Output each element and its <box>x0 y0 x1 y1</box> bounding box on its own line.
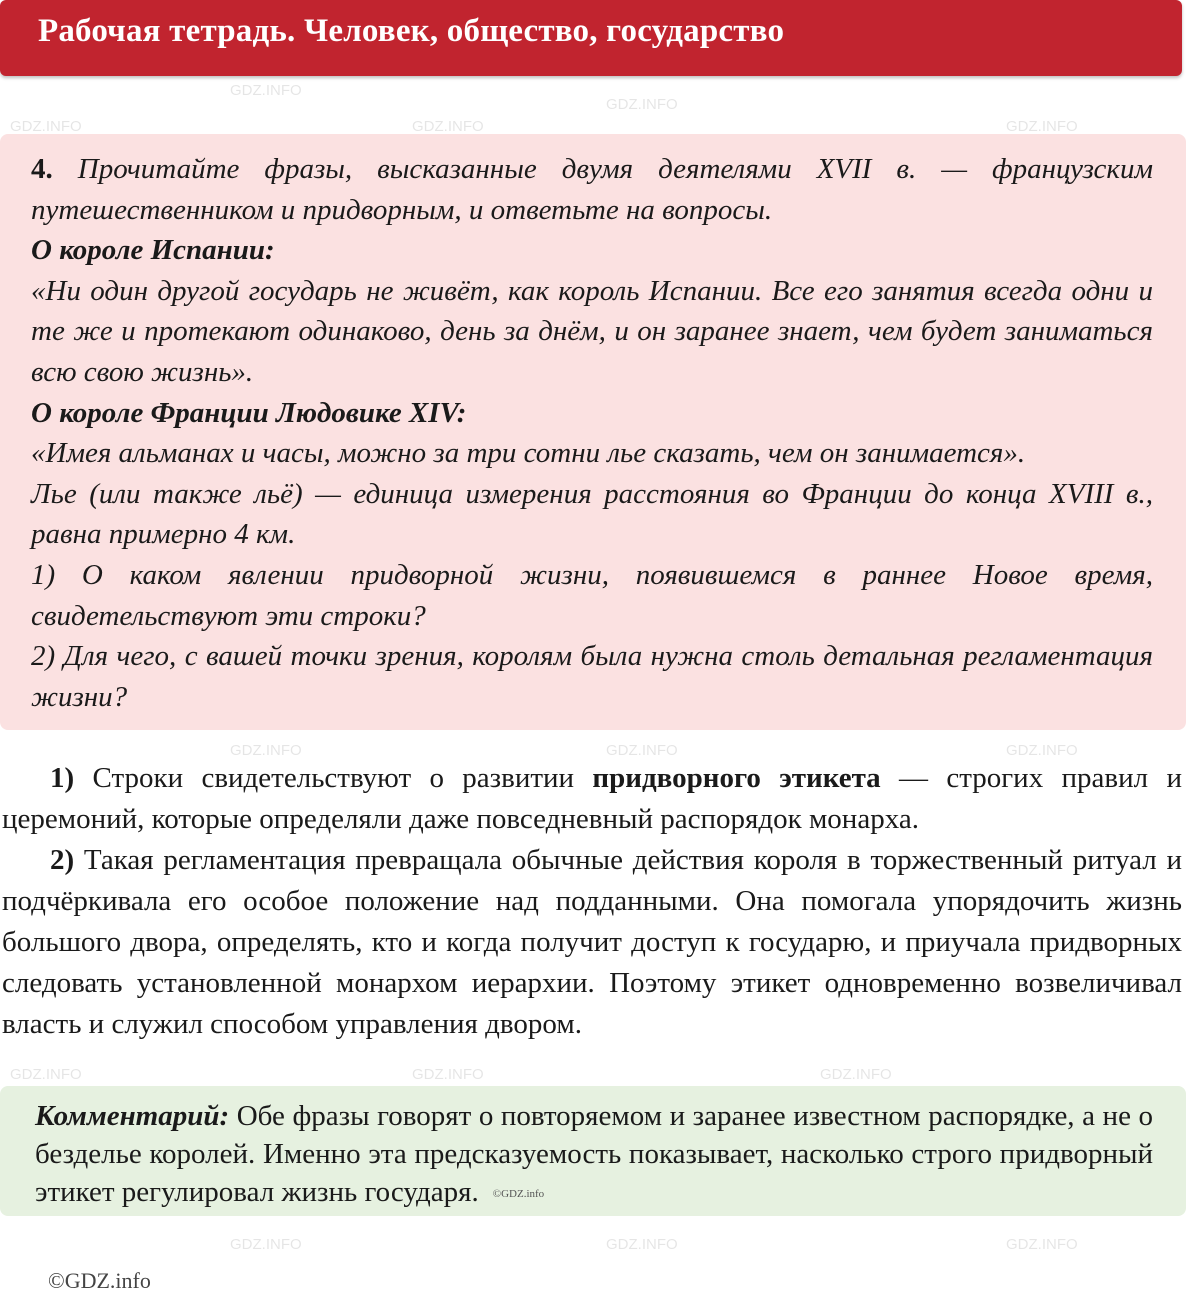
task-number: 4. <box>31 153 53 185</box>
footer-copyright: ©GDZ.info <box>48 1268 151 1293</box>
watermark-text: GDZ.INFO <box>412 1066 484 1083</box>
comment-copyright: ©GDZ.info <box>492 1188 545 1201</box>
france-heading: О короле Франции Людовике XIV: <box>31 396 467 429</box>
watermark-text: GDZ.INFO <box>1006 118 1078 135</box>
comment-body: Обе фразы говорят о повторяемом и заранее известном распорядке, а не о безделье королей. Именно эта предсказуемость показывает, насколько строго придворный этикет регулировал жизнь государя. <box>35 1100 1153 1208</box>
page-title: Рабочая тетрадь. Человек, общество, государство <box>38 13 785 49</box>
question-2: 2) Для чего, с вашей точки зрения, королям была нужна столь детальная регламентация жизни? <box>31 640 1153 713</box>
answer-1-before: Строки свидетельствуют о развитии <box>74 762 593 794</box>
watermark-text: GDZ.INFO <box>10 118 82 135</box>
question-1: 1) О каком явлении придворной жизни, появившемся в раннее Новое время, свидетельствуют эти строки? <box>31 558 1153 632</box>
comment-label: Комментарий: <box>35 1100 230 1132</box>
watermark-text: GDZ.INFO <box>606 1236 678 1253</box>
task-intro <box>31 149 1153 230</box>
task-intro-text: Прочитайте фразы, высказанные двумя деятелями XVII в. — французским путешественником и придворным, и ответьте на вопросы. <box>31 153 1153 226</box>
answer-1-after: — строгих правил и церемоний, которые определяли даже повседневный распорядок монарха. <box>2 762 1182 835</box>
spain-heading: О короле Испании: <box>31 234 275 267</box>
watermark-text: GDZ.INFO <box>10 1066 82 1083</box>
watermark-text: GDZ.INFO <box>1006 1236 1078 1253</box>
watermark-text: GDZ.INFO <box>230 82 302 99</box>
comment-text <box>35 1097 1153 1213</box>
answer-1-term: придворного этикета <box>592 762 881 794</box>
watermark-text: GDZ.INFO <box>606 96 678 113</box>
answer-2 <box>2 840 1182 1045</box>
watermark-text: GDZ.INFO <box>412 118 484 135</box>
watermark-text: GDZ.INFO <box>230 742 302 759</box>
watermark-text: GDZ.INFO <box>230 1236 302 1253</box>
watermark-text: GDZ.INFO <box>1006 742 1078 759</box>
answer-text <box>2 758 1182 1045</box>
watermark-text: GDZ.INFO <box>820 1066 892 1083</box>
answer-1-number: 1) <box>50 762 75 794</box>
answer-2-number: 2) <box>50 844 75 876</box>
task-text <box>31 149 1153 717</box>
lie-note: Лье (или также льё) — единица измерения расстояния во Франции до конца XVIII в., равна примерно 4 км. <box>31 477 1153 551</box>
answer-2-text: Такая регламентация превращала обычные действия короля в торжественный ритуал и подчёркивала его особое положение над подданными. Она помогала упорядочить жизнь большого двора, определять, кто и когда получит доступ к государю, и приучала придворных следовать установленной монархом иерархии. Поэтому этикет одновременно возвеличивал власть и служил способом управления двором. <box>2 844 1182 1040</box>
spain-quote: «Ни один другой государь не живёт, как король Испании. Все его занятия всегда одни и те же и протекают одинаково, день за днём, и он заранее знает, чем будет заниматься всю свою жизнь». <box>31 274 1153 388</box>
watermark-text: GDZ.INFO <box>606 742 678 759</box>
france-quote: «Имея альманах и часы, можно за три сотни лье сказать, чем он занимается». <box>31 437 1026 470</box>
page-header <box>0 0 1182 76</box>
answer-1 <box>2 758 1182 840</box>
